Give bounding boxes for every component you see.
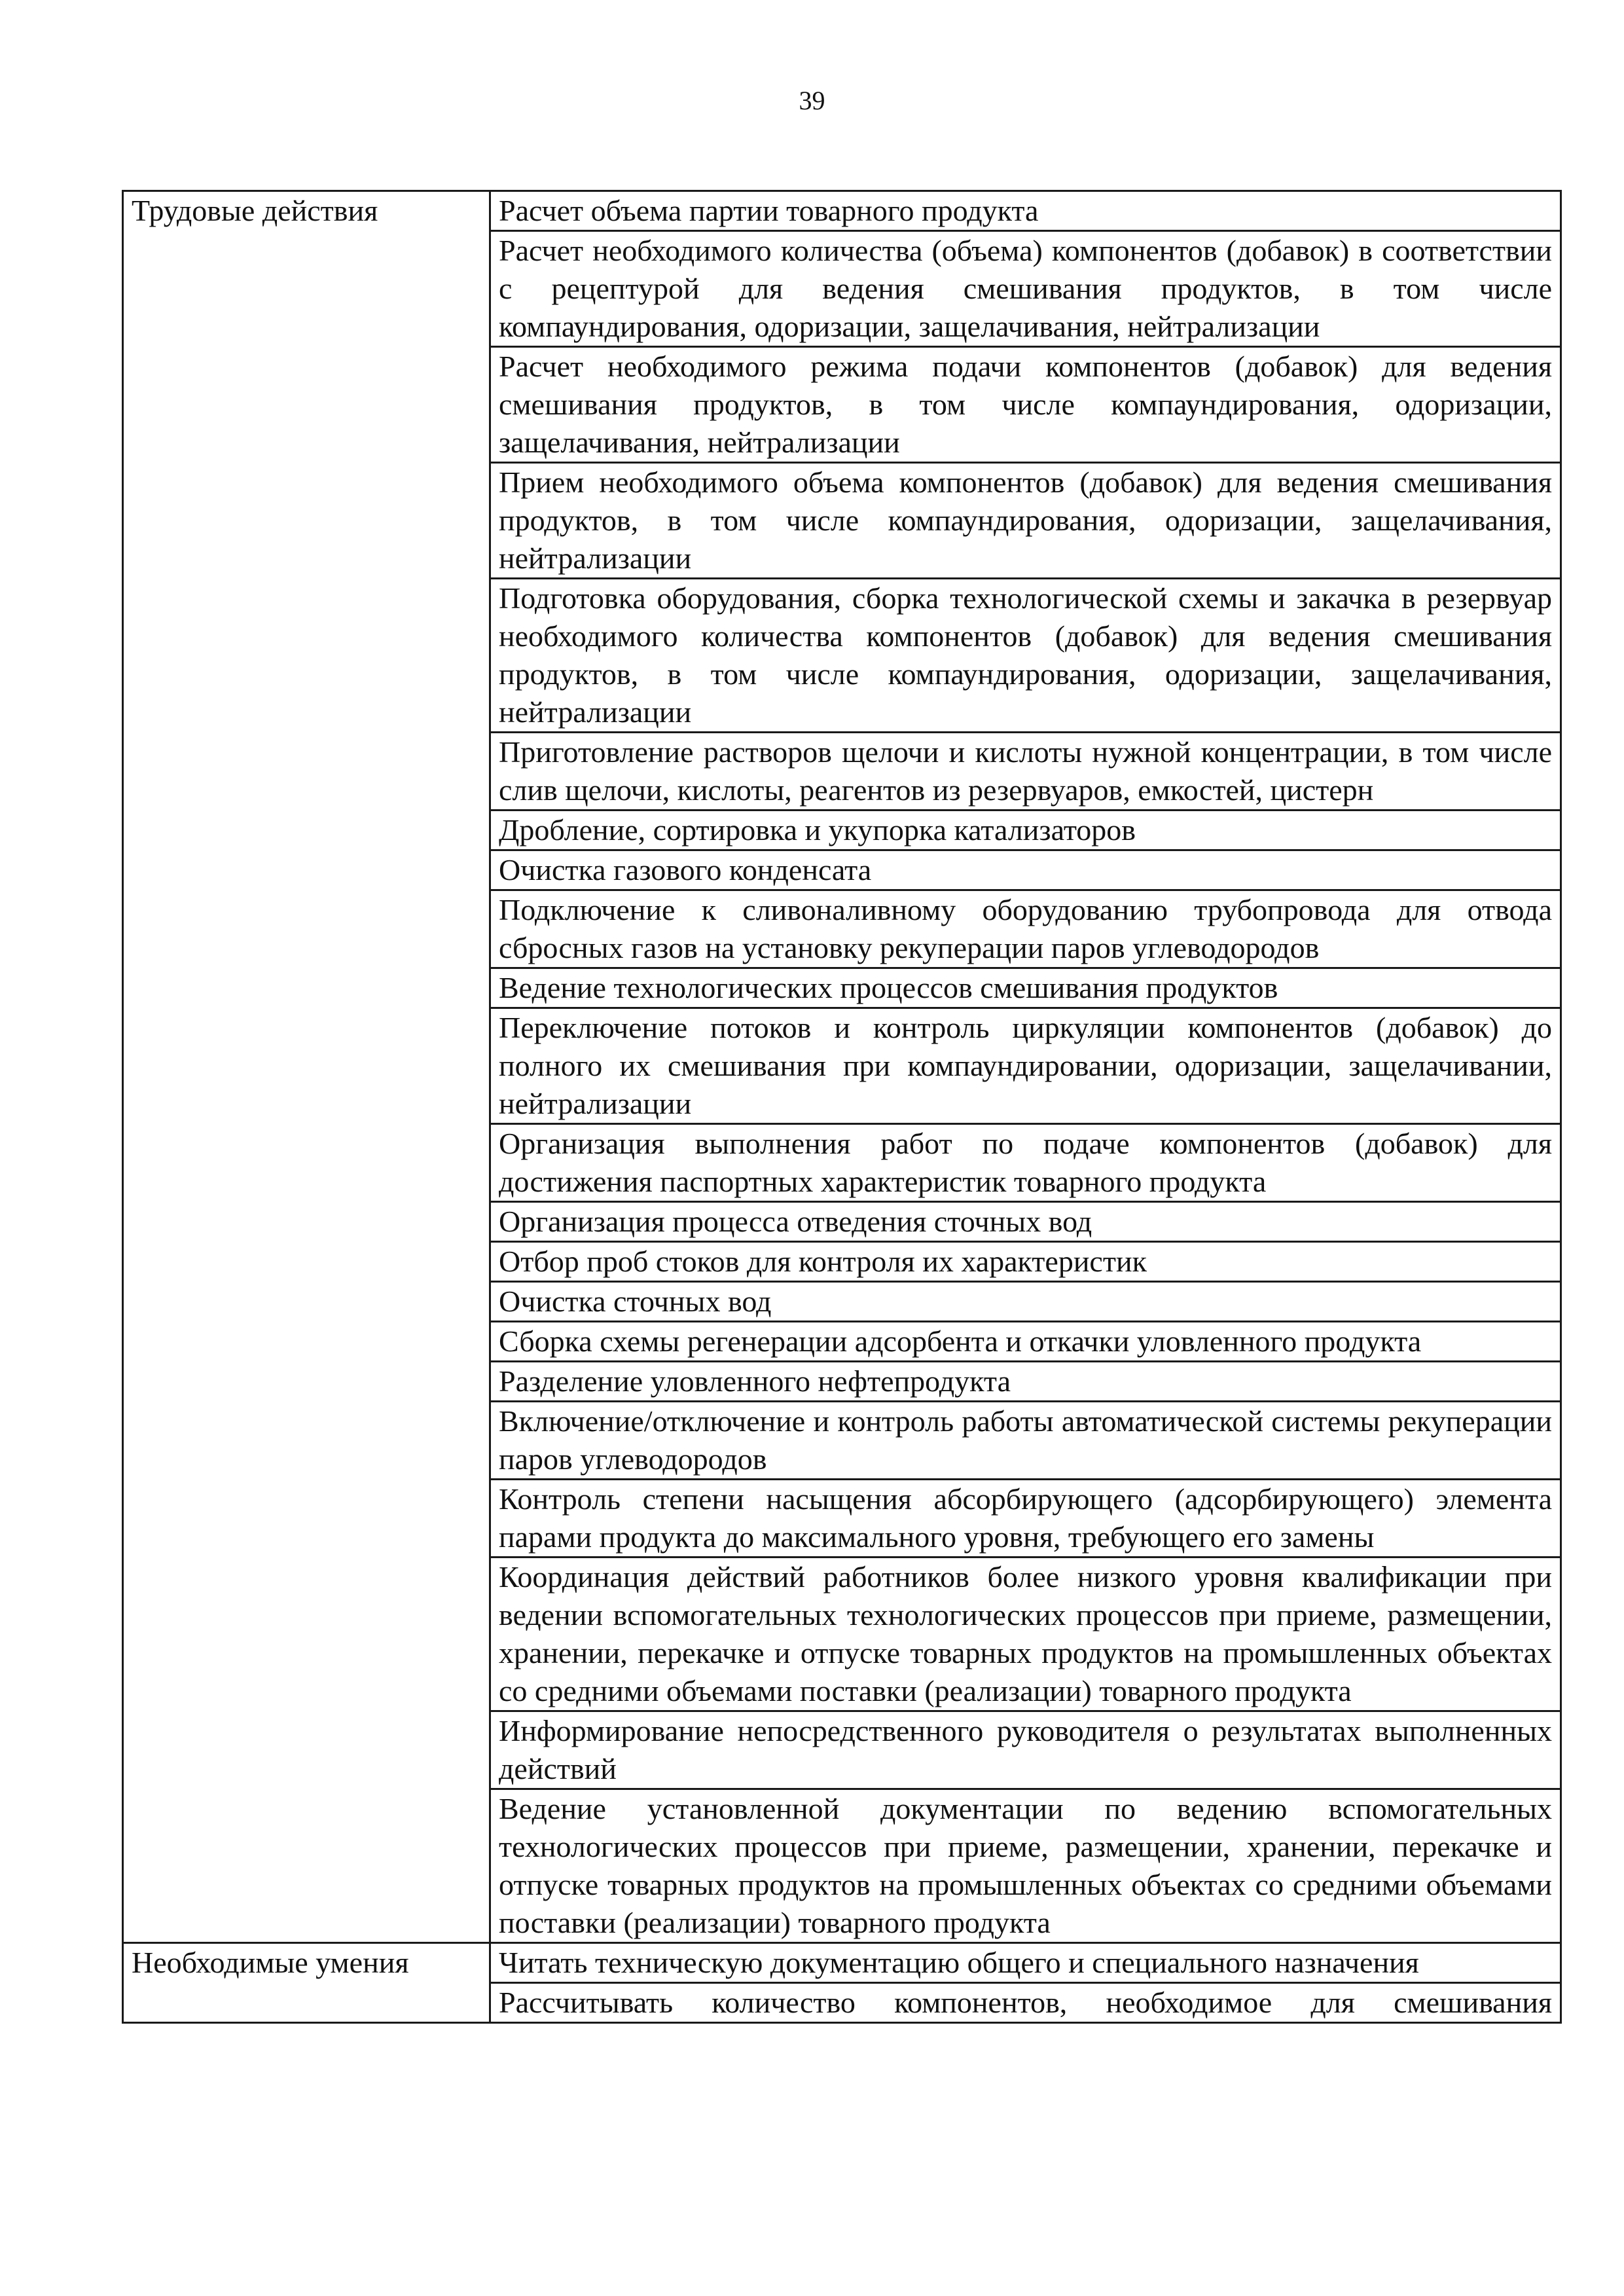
table-cell: Информирование непосредственного руководителя о результатах выполненных действий bbox=[490, 1711, 1561, 1789]
table-cell: Ведение установленной документации по ведению вспомогательных технологических процессов при приеме, размещении, хранении, перекачке и отпуске товарных продуктов на промышленных объектах со средними объемами поставки (реализации) товарного продукта bbox=[490, 1789, 1561, 1943]
table-cell: Отбор проб стоков для контроля их характеристик bbox=[490, 1242, 1561, 1282]
table-row bbox=[123, 1943, 1561, 1983]
table-row bbox=[123, 191, 1561, 231]
table-cell: Подключение к сливоналивному оборудованию трубопровода для отвода сбросных газов на установку рекуперации паров углеводородов bbox=[490, 890, 1561, 968]
qualification-table bbox=[122, 190, 1562, 2024]
table-cell: Организация выполнения работ по подаче компонентов (добавок) для достижения паспортных характеристик товарного продукта bbox=[490, 1124, 1561, 1202]
table-cell: Очистка сточных вод bbox=[490, 1282, 1561, 1322]
table-cell: Ведение технологических процессов смешивания продуктов bbox=[490, 968, 1561, 1008]
table-cell: Дробление, сортировка и укупорка катализаторов bbox=[490, 811, 1561, 850]
table-cell: Сборка схемы регенерации адсорбента и откачки уловленного продукта bbox=[490, 1322, 1561, 1362]
table-cell: Приготовление растворов щелочи и кислоты нужной концентрации, в том числе слив щелочи, кислоты, реагентов из резервуаров, емкостей, цистерн bbox=[490, 733, 1561, 811]
table-cell: Расчет объема партии товарного продукта bbox=[490, 191, 1561, 231]
table-cell: Прием необходимого объема компонентов (добавок) для ведения смешивания продуктов, в том числе компаундирования, одоризации, защелачивания, нейтрализации bbox=[490, 463, 1561, 579]
table-cell: Контроль степени насыщения абсорбирующего (адсорбирующего) элемента парами продукта до максимального уровня, требующего его замены bbox=[490, 1480, 1561, 1558]
table-cell: Организация процесса отведения сточных вод bbox=[490, 1202, 1561, 1242]
table-cell: Разделение уловленного нефтепродукта bbox=[490, 1362, 1561, 1402]
table-cell: Включение/отключение и контроль работы автоматической системы рекуперации паров углеводородов bbox=[490, 1402, 1561, 1480]
section-label-required-skills: Необходимые умения bbox=[123, 1943, 490, 2023]
table-cell: Координация действий работников более низкого уровня квалификации при ведении вспомогательных технологических процессов при приеме, размещении, хранении, перекачке и отпуске товарных продуктов на промышленных объектах со средними объемами поставки (реализации) товарного продукта bbox=[490, 1558, 1561, 1711]
table-cell: Очистка газового конденсата bbox=[490, 850, 1561, 890]
table-cell: Рассчитывать количество компонентов, необходимое для смешивания bbox=[490, 1983, 1561, 2023]
table-cell: Переключение потоков и контроль циркуляции компонентов (добавок) до полного их смешивания при компаундировании, одоризации, защелачивании, нейтрализации bbox=[490, 1008, 1561, 1124]
table-cell: Читать техническую документацию общего и специального назначения bbox=[490, 1943, 1561, 1983]
section-label-labor-actions: Трудовые действия bbox=[123, 191, 490, 1943]
table-cell: Расчет необходимого количества (объема) компонентов (добавок) в соответствии с рецептурой для ведения смешивания продуктов, в том числе компаундирования, одоризации, защелачивания, нейтрализации bbox=[490, 231, 1561, 347]
table-cell: Расчет необходимого режима подачи компонентов (добавок) для ведения смешивания продуктов, в том числе компаундирования, одоризации, защелачивания, нейтрализации bbox=[490, 347, 1561, 463]
table-cell: Подготовка оборудования, сборка технологической схемы и закачка в резервуар необходимого количества компонентов (добавок) для ведения смешивания продуктов, в том числе компаундирования, одоризации, защелачивания, нейтрализации bbox=[490, 579, 1561, 733]
page-number: 39 bbox=[799, 86, 825, 115]
